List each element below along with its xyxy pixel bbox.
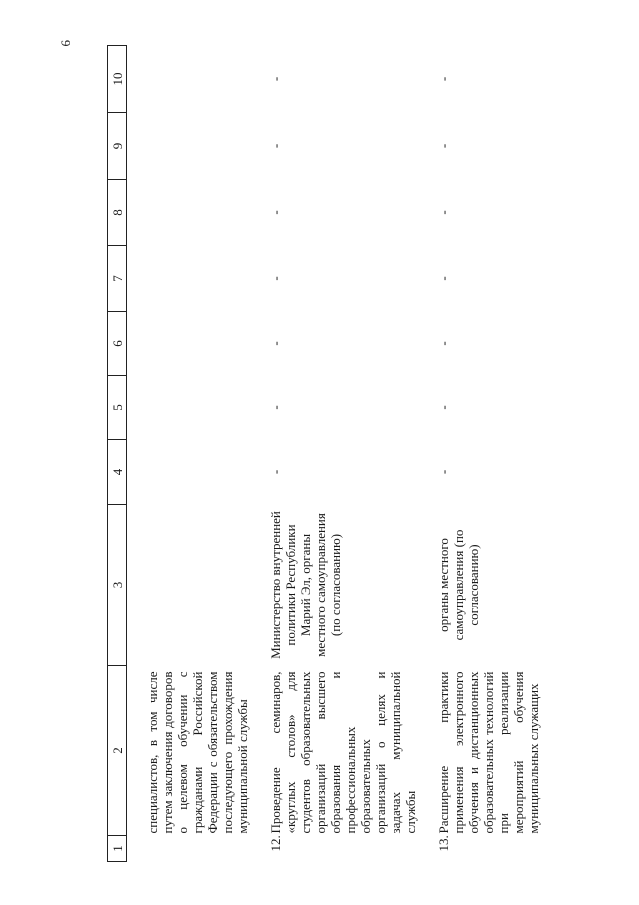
row-value: -: [268, 469, 283, 475]
column-header: 9: [108, 113, 127, 180]
row-value: -: [436, 341, 451, 346]
column-header: 10: [108, 46, 127, 113]
row-number: [145, 836, 250, 862]
row-value: [145, 312, 250, 376]
row-value: [145, 246, 250, 312]
row-value: -: [436, 405, 451, 410]
row-value: -: [436, 276, 451, 281]
column-header: 4: [108, 440, 127, 505]
row-value: [145, 113, 250, 180]
row-value: -: [436, 143, 451, 149]
table-row: [268, 46, 418, 862]
row-responsible: Министерство внутренней политики Республики Марий Эл, органы местного самоуправления (по согласованию): [268, 511, 343, 659]
row-value: [145, 440, 250, 505]
column-number-row: [108, 46, 127, 862]
rotated-page: [58, 40, 541, 862]
row-value: -: [268, 210, 283, 215]
row-value: -: [436, 210, 451, 215]
row-value: -: [268, 76, 283, 82]
column-header: 6: [108, 312, 127, 376]
table-row: [436, 46, 541, 862]
row-value: -: [268, 143, 283, 149]
plan-table: [107, 45, 541, 862]
row-description: Проведение семинаров, «круглых столов» для студентов образовательных организаций высшего образования и профессиональных образовательных организаций о целях и задачах муниципальной службы: [268, 671, 418, 834]
column-header: 5: [108, 376, 127, 440]
row-value: -: [436, 76, 451, 82]
row-value: -: [268, 405, 283, 410]
row-description: Расширение практики применения электронного обучения и дистанционных образовательных технологий при реализации мероприятий обучения муниципальных служащих: [436, 671, 541, 834]
column-header: 7: [108, 246, 127, 312]
row-responsible: органы местного самоуправления (по согласованию): [436, 529, 481, 641]
row-value: -: [268, 276, 283, 281]
row-number: 13.: [436, 835, 451, 852]
row-responsible: [145, 505, 250, 666]
column-header: 8: [108, 180, 127, 246]
row-value: [145, 46, 250, 113]
table-row: [145, 46, 250, 862]
column-header: 3: [108, 505, 127, 666]
page-number: 6: [58, 40, 73, 47]
row-value: [145, 180, 250, 246]
column-header: 2: [108, 666, 127, 836]
row-description: специалистов, в том числе путем заключения договоров о целевом обучении с гражданами Российской Федерации с обязательством последующего прохождения муниципальной службы: [145, 671, 250, 834]
row-value: -: [268, 341, 283, 346]
row-number: 12.: [268, 835, 283, 852]
row-value: [145, 376, 250, 440]
row-value: -: [436, 469, 451, 475]
column-header: 1: [108, 836, 127, 862]
